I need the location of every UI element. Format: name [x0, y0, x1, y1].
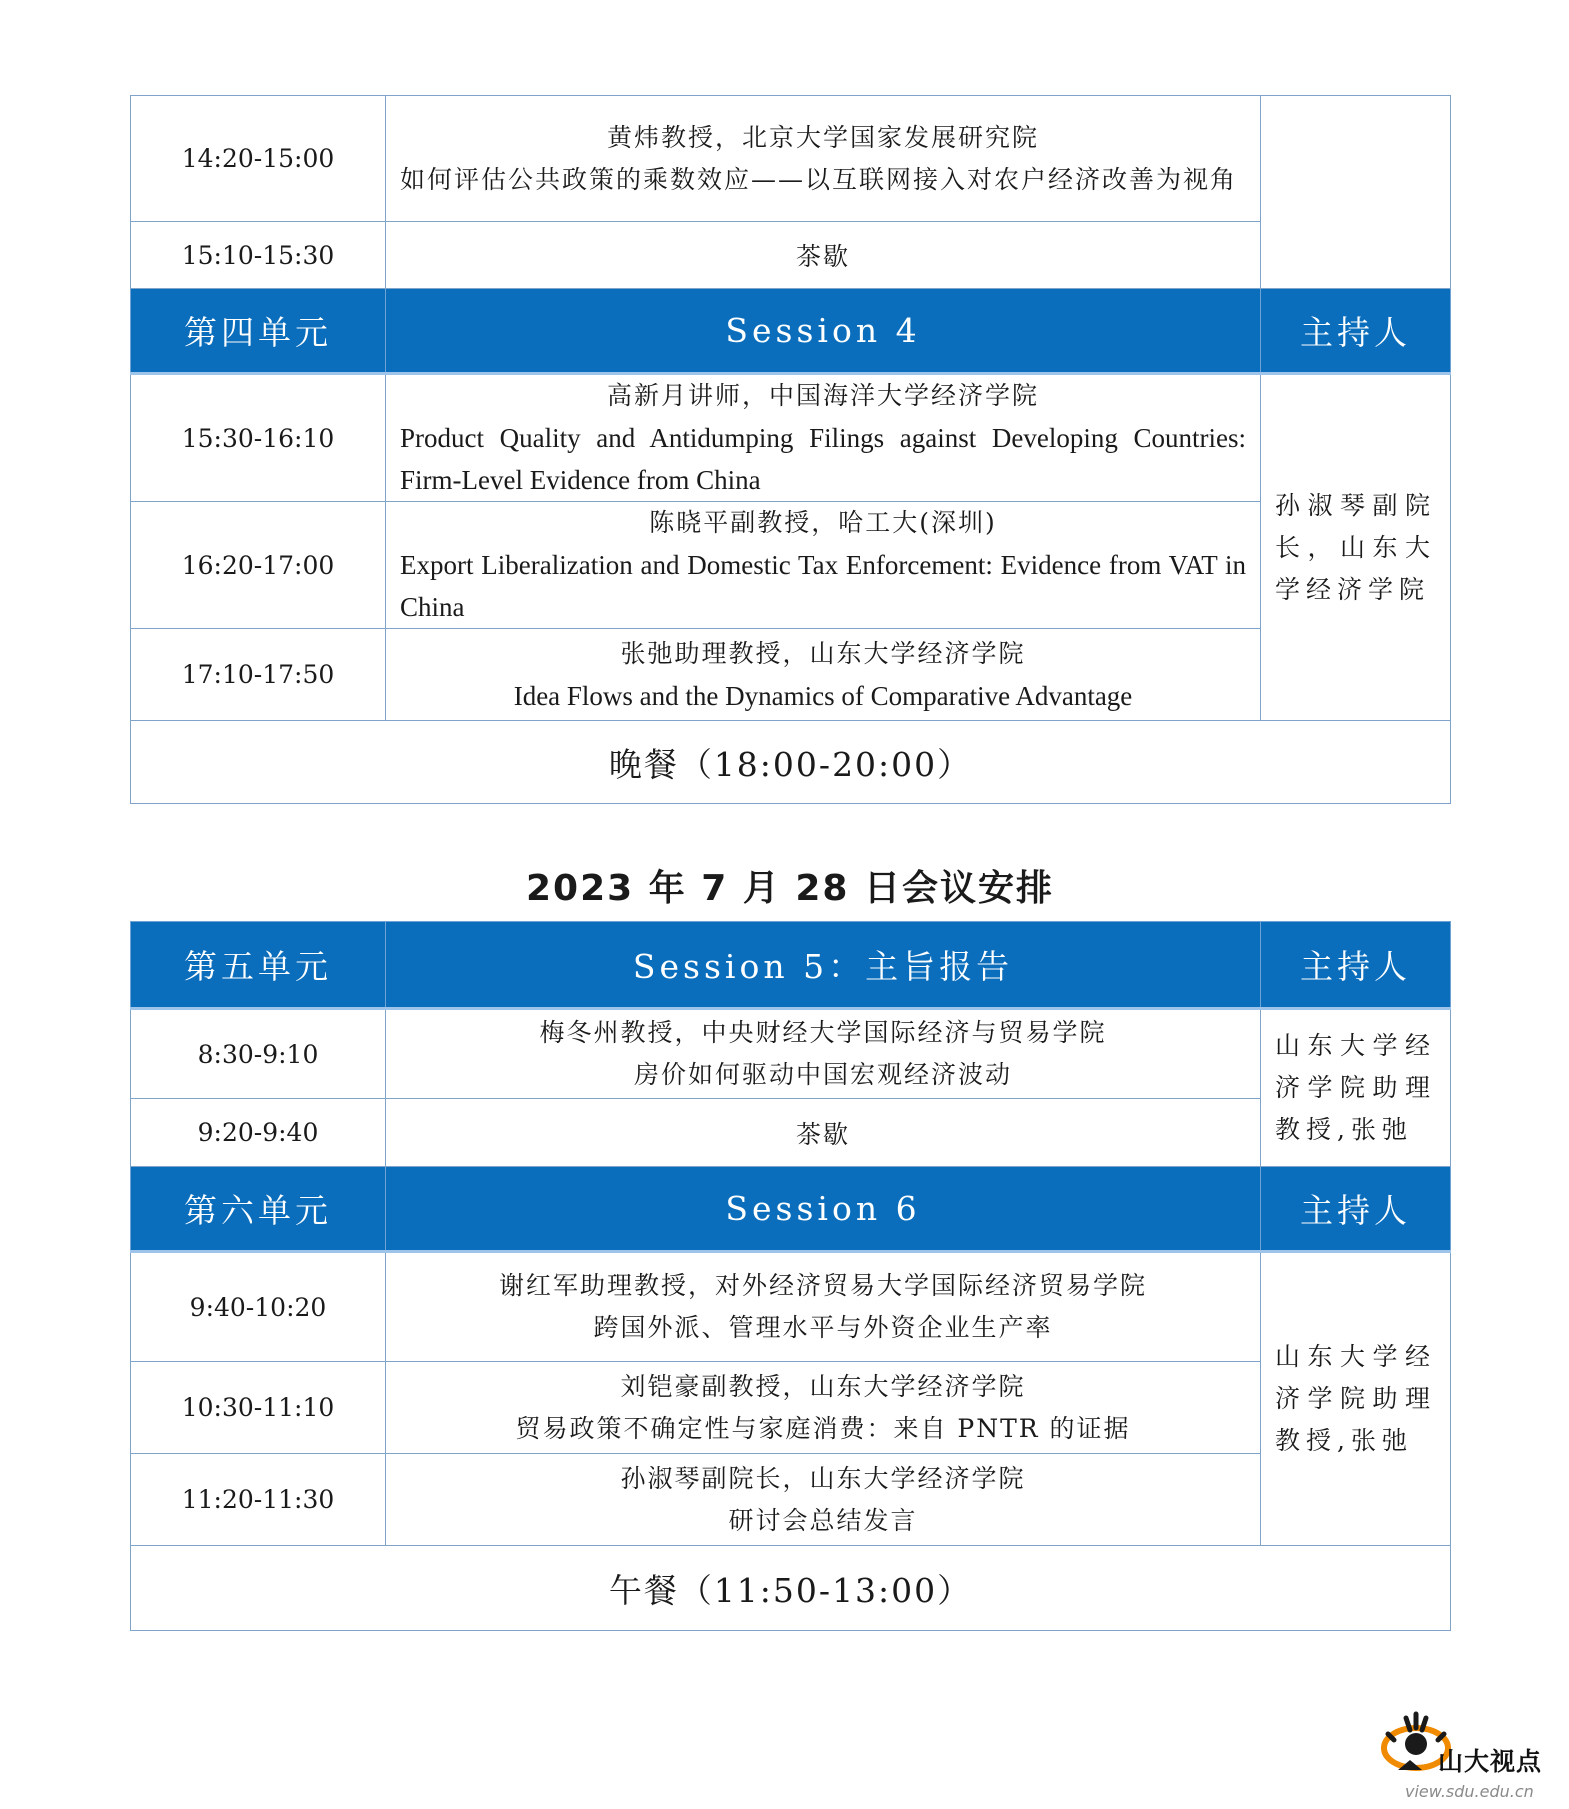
meal-row	[131, 1546, 1451, 1631]
day-title: 2023 年 7 月 28 日会议安排	[525, 868, 1054, 909]
logo-url: view.sdu.edu.cn	[1405, 1782, 1534, 1801]
host-label: 主持人	[1261, 922, 1451, 1009]
logo-text: 山大视点	[1438, 1747, 1543, 1776]
table-row	[131, 1454, 1451, 1546]
time-cell: 10:30-11:10	[131, 1362, 386, 1454]
talk-title: Product Quality and Antidumping Filings against Developing Countries: Firm-Level Evidence from China	[400, 423, 1246, 495]
time-cell: 15:30-16:10	[131, 374, 386, 502]
time-cell: 16:20-17:00	[131, 502, 386, 629]
talk-title: Idea Flows and the Dynamics of Comparative Advantage	[513, 680, 1133, 711]
time-cell: 11:20-11:30	[131, 1454, 386, 1546]
speaker-text: 孙淑琴副院长，山东大学经济学院	[620, 1463, 1026, 1493]
host-label: 主持人	[1261, 1167, 1451, 1252]
table-row	[131, 1099, 1451, 1167]
table-row	[131, 502, 1451, 629]
speaker-text: 张弛助理教授，山东大学经济学院	[620, 638, 1026, 668]
table-row	[131, 96, 1451, 222]
host-name: 孙淑琴副院长，山东大学经济学院	[1261, 374, 1451, 721]
talk-cell	[386, 1252, 1261, 1362]
talk-title: 房价如何驱动中国宏观经济波动	[633, 1060, 1012, 1089]
time-cell: 14:20-15:00	[131, 96, 386, 222]
session-unit: 第四单元	[131, 289, 386, 374]
session-header-row	[131, 922, 1451, 1009]
time-cell: 9:40-10:20	[131, 1252, 386, 1362]
table-row	[131, 222, 1451, 289]
session-name: Session 6	[386, 1167, 1261, 1252]
session-header-row	[131, 289, 1451, 374]
speaker-text: 陈晓平副教授，哈工大(深圳)	[649, 508, 997, 537]
host-cell-empty	[1261, 96, 1451, 289]
meal-row	[131, 721, 1451, 804]
time-cell: 17:10-17:50	[131, 629, 386, 721]
break-cell: 茶歇	[386, 1099, 1261, 1167]
speaker-text: 梅冬州教授，中央财经大学国际经济与贸易学院	[539, 1018, 1107, 1047]
speaker-text: 高新月讲师，中国海洋大学经济学院	[606, 381, 1039, 410]
speaker-text: 谢红军助理教授，对外经济贸易大学国际经济贸易学院	[498, 1271, 1147, 1300]
host-name: 山东大学经济学院助理教授,张弛	[1261, 1009, 1451, 1167]
schedule-table-day1	[130, 95, 1451, 804]
speaker-text: 黄炜教授，北京大学国家发展研究院	[606, 122, 1039, 152]
time-cell: 8:30-9:10	[131, 1009, 386, 1099]
table-row	[131, 1362, 1451, 1454]
session-unit: 第五单元	[131, 922, 386, 1009]
session-name: Session 5：主旨报告	[386, 922, 1261, 1009]
talk-title: Export Liberalization and Domestic Tax Enforcement: Evidence from VAT in China	[400, 550, 1246, 622]
session-name: Session 4	[386, 289, 1261, 374]
talk-cell	[386, 96, 1261, 222]
host-name: 山东大学经济学院助理教授,张弛	[1261, 1252, 1451, 1546]
talk-title: 跨国外派、管理水平与外资企业生产率	[593, 1313, 1053, 1342]
meal-cell: 午餐（11:50-13:00）	[131, 1546, 1451, 1631]
session-unit: 第六单元	[131, 1167, 386, 1252]
time-cell: 9:20-9:40	[131, 1099, 386, 1167]
talk-title: 如何评估公共政策的乘数效应——以互联网接入对农户经济改善为视角	[400, 164, 1238, 194]
meal-cell: 晚餐（18:00-20:00）	[131, 721, 1451, 804]
speaker-text: 刘铠豪副教授，山东大学经济学院	[620, 1371, 1026, 1401]
talk-cell	[386, 1454, 1261, 1546]
time-cell: 15:10-15:30	[131, 222, 386, 289]
talk-cell	[386, 1362, 1261, 1454]
table-row	[131, 629, 1451, 721]
schedule-table-day2	[130, 921, 1451, 1631]
talk-title: 研讨会总结发言	[728, 1505, 918, 1535]
break-cell: 茶歇	[386, 222, 1261, 289]
talk-title: 贸易政策不确定性与家庭消费：来自 PNTR 的证据	[515, 1413, 1131, 1443]
talk-cell	[386, 1009, 1261, 1099]
talk-cell	[386, 629, 1261, 721]
talk-cell	[386, 502, 1261, 629]
session-header-row	[131, 1167, 1451, 1252]
host-label: 主持人	[1261, 289, 1451, 374]
table-row	[131, 1252, 1451, 1362]
talk-cell	[386, 374, 1261, 502]
table-row	[131, 374, 1451, 502]
table-row	[131, 1009, 1451, 1099]
